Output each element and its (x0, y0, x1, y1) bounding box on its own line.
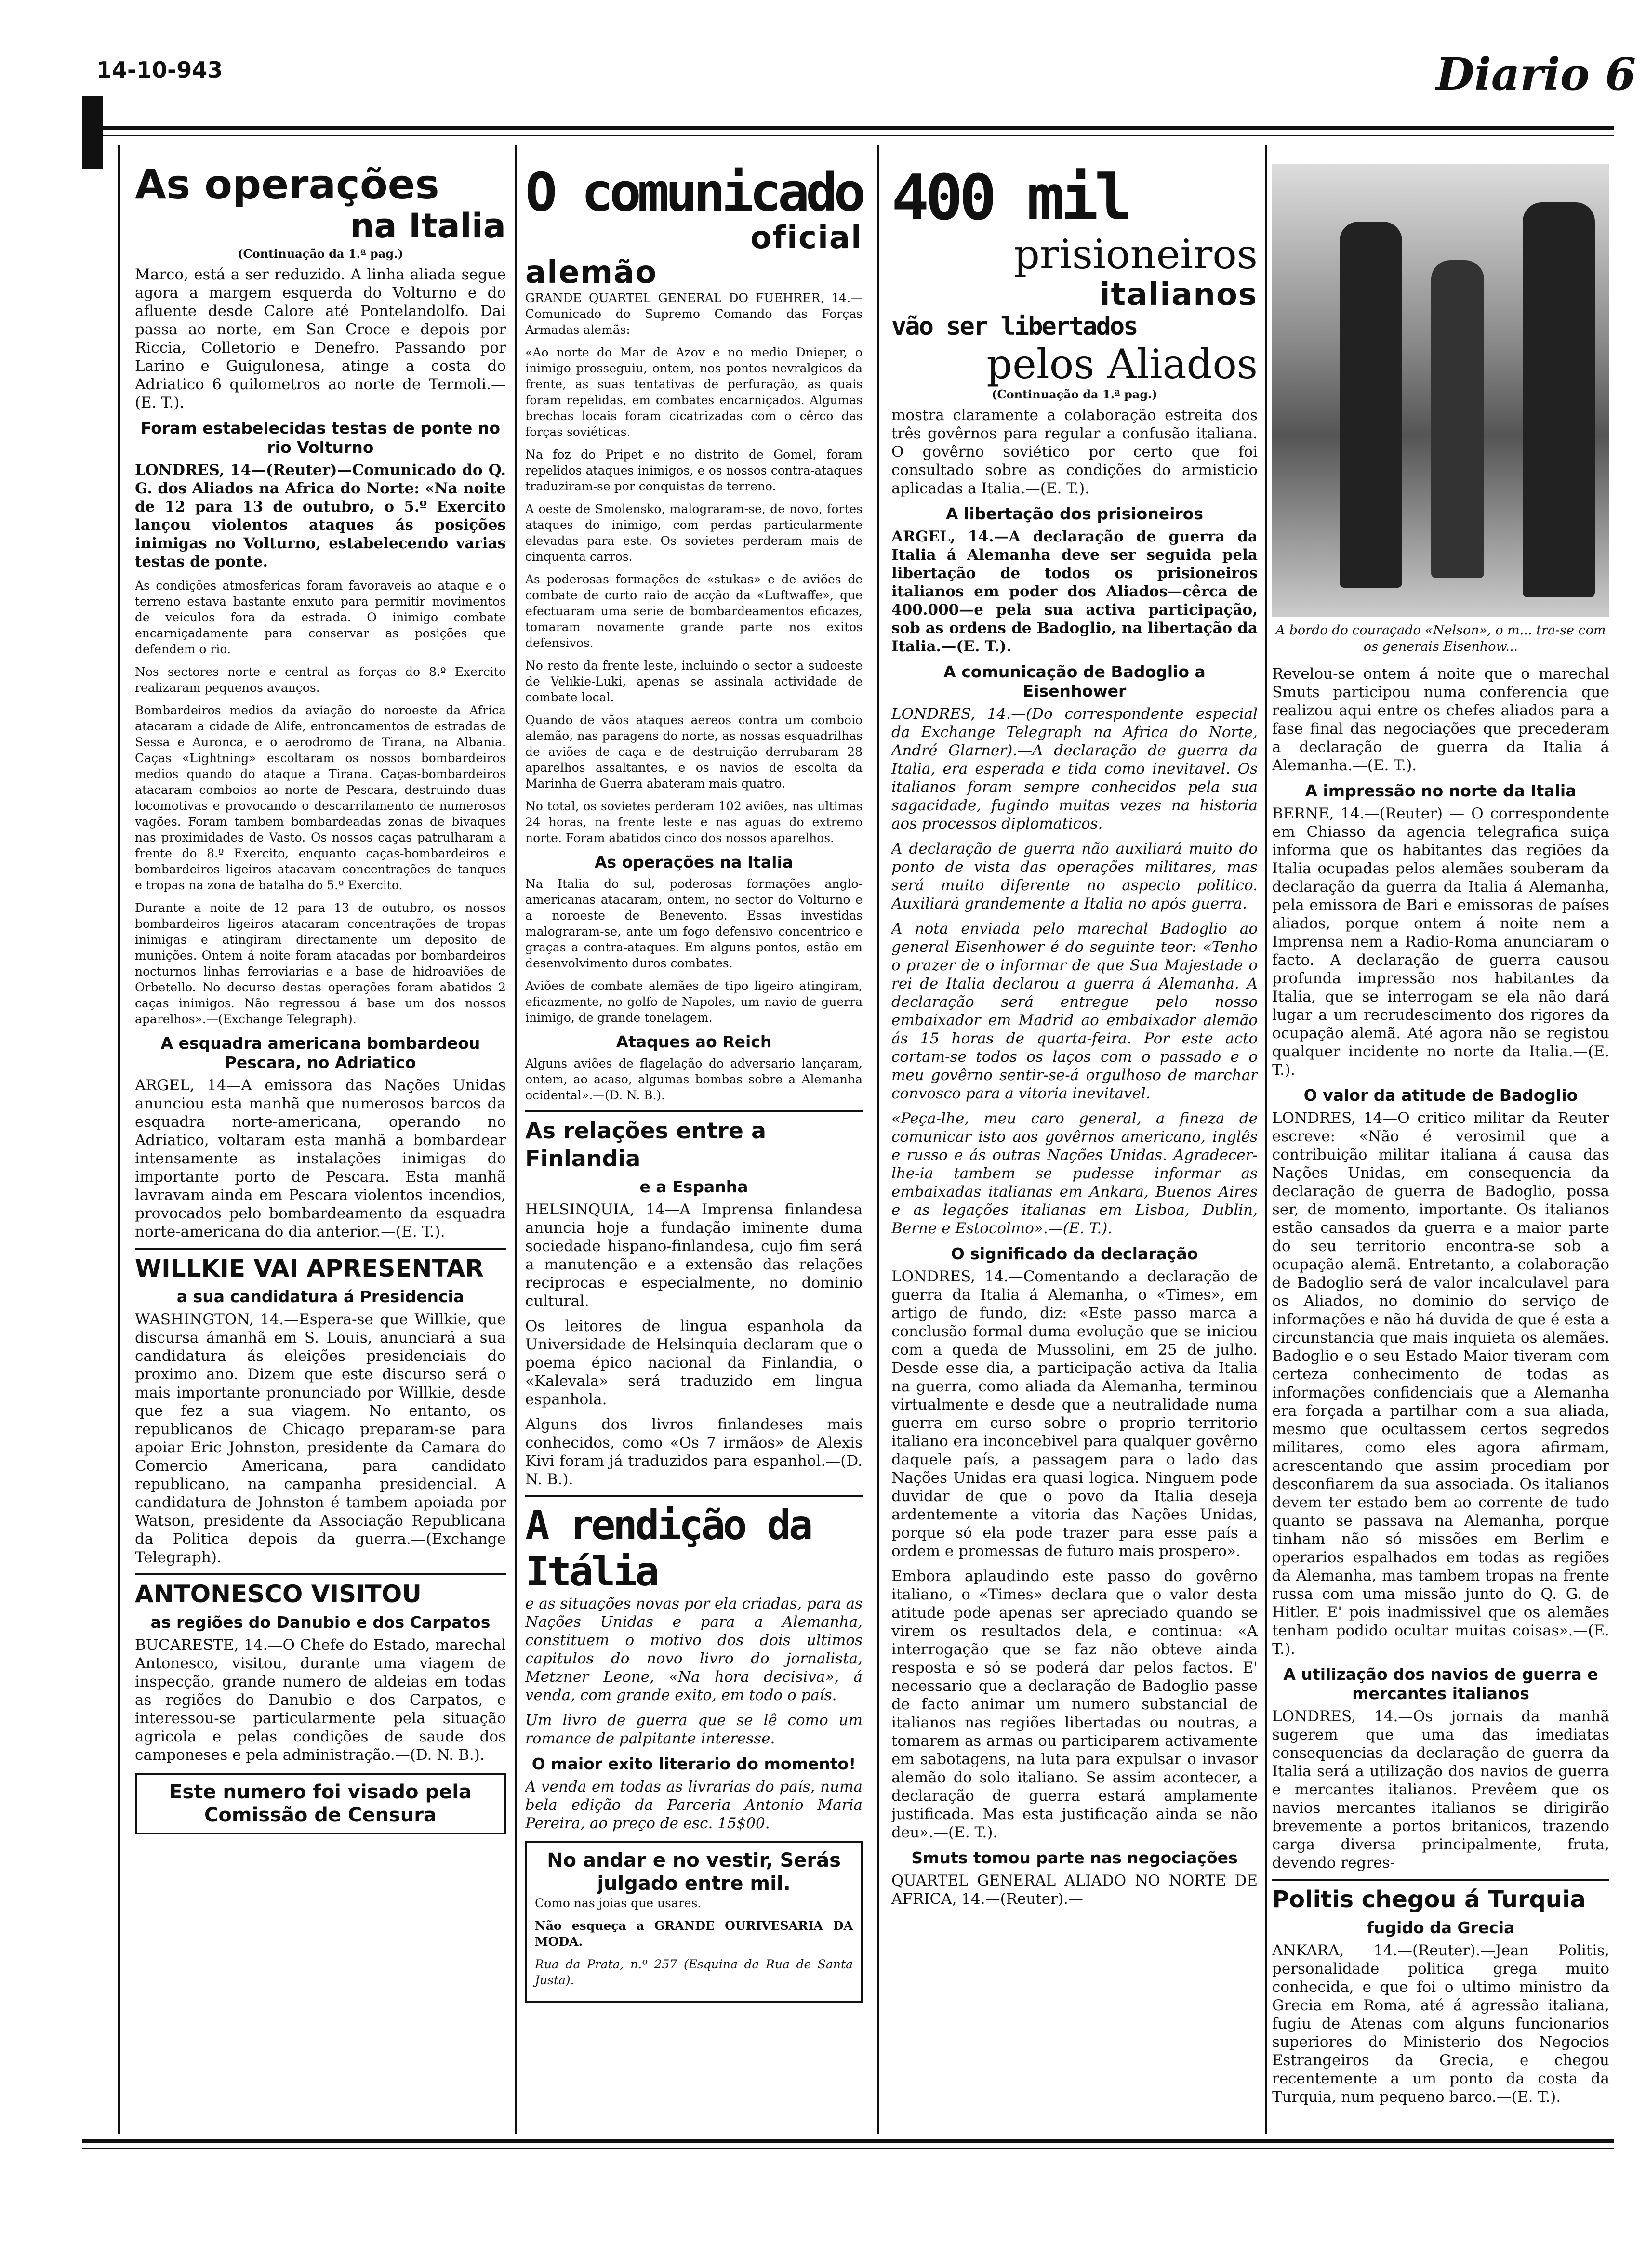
paragraph: Quando de vãos ataques aereos contra um comboio alemão, nas paragens do norte, as nossas esquadrilhas de aviões de caça e de destruição derrubaram 28 aparelhos assaltantes, e os navios de escolta da Marinha de Guerra abateram mais quatro. (525, 713, 863, 791)
headline-communique-2: oficial (750, 220, 863, 256)
subheading: O significado da declaração (951, 1244, 1198, 1263)
ad-text: Não esqueça a GRANDE OURIVESARIA DA MODA. (535, 1919, 853, 1949)
photo-figure (1340, 222, 1402, 588)
photo-figure (1523, 202, 1595, 597)
ad-headline: No andar e no vestir, Serás julgado entre mil. (547, 1849, 841, 1895)
paragraph: GRANDE QUARTEL GENERAL DO FUEHRER, 14.—Comunicado do Supremo Comando das Forças Armadas alemãs: (525, 291, 863, 337)
paragraph: Os leitores de lingua espanhola da Universidade de Helsinquia declaram que o poema épico nacional da Finlandia, o «Kalevala» será traduzido em lingua espanhola. (525, 1318, 863, 1408)
column-3 (891, 164, 1258, 2124)
paragraph: ANKARA, 14.—(Reuter).—Jean Politis, personalidade politica grega muito conhecida, e que foi o ultimo ministro da Grecia em Roma, até á agressão italiana, fugiu de Atenas com alguns funcionarios superiores do Ministerio dos Negocios Estrangeiros da Grecia, e chegou recentemente a um ponto da costa da Turquia, num pequeno barco.—(E. T.). (1272, 1942, 1609, 2106)
subheading: A utilização dos navios de guerra e mercantes italianos (1283, 1665, 1598, 1703)
subheading: O maior exito literario do momento! (531, 1754, 856, 1773)
column-4 (1272, 164, 1609, 2124)
subheading: e a Espanha (639, 1177, 748, 1196)
subheading: Ataques ao Reich (616, 1032, 772, 1051)
paragraph: «Ao norte do Mar de Azov e no medio Dnieper, o inimigo prosseguiu, ontem, nos pontos nevralgicos da frente, as suas tentativas de perfuração, as quais foram repelidas, em combates encarniçados. Algumas brechas locais foram cicatrizadas com o cêrco das forças soviéticas. (525, 345, 863, 439)
headline-antonesco: ANTONESCO VISITOU (135, 1580, 422, 1608)
subheading: O valor da atitude de Badoglio (1303, 1086, 1578, 1105)
paragraph: No total, os sovietes perderam 102 aviões, nas ultimas 24 horas, na frente leste e nas aguas do extremo norte. Foram abatidos cinco dos nossos aparelhos. (525, 799, 863, 845)
censorship-notice (135, 1773, 506, 1834)
col-divider-2 (877, 145, 879, 2134)
paragraph: Nos sectores norte e central as forças do 8.º Exercito realizaram pequenos avanços. (135, 665, 506, 695)
paragraph: ARGEL, 14.—A declaração de guerra da Italia á Alemanha deve ser seguida pela libertação de todos os prisioneiros italianos em poder dos Aliados—cêrca de 400.000—e pela sua activa participação, sob as ordens de Badoglio, na libertação da Italia.—(E. T.). (891, 528, 1258, 655)
headline-allies: pelos Aliados (986, 341, 1258, 388)
subheading: A impressão no norte da Italia (1305, 781, 1577, 800)
paragraph: BUCARESTE, 14.—O Chefe do Estado, marechal Antonesco, visitou, durante uma viagem de inspecção, grande numero de aldeias em todas as regiões do Danubio e dos Carpatos, e interessou-se particularmente pela situação agricola e pelas condições de saude dos camponeses e pela administração.—(D. N. B.). (135, 1636, 506, 1764)
headline-operations: As operações (135, 164, 439, 208)
newspaper-name: Diario 6 (1436, 48, 1636, 100)
paragraph: Alguns aviões de flagelação do adversario lançaram, ontem, ao acaso, algumas bombas sobre a Alemanha ocidental».—(D. N. B.). (525, 1056, 863, 1102)
page-date: 14-10-943 (96, 57, 223, 83)
paragraph: Na Italia do sul, poderosas formações anglo-americanas atacaram, ontem, no sector do Volturno e a noroeste de Benevento. Essas investidas malograram-se, ante um fogo defensivo concentrico e graças a contra-ataques. Em alguns pontos, estão em desenvolvimento duros combates. (525, 877, 863, 970)
paragraph: WASHINGTON, 14.—Espera-se que Willkie, que discursa ámanhã em S. Louis, anunciará a sua candidatura ás eleições presidenciais do proximo ano. Dizem que este discurso será o mais importante pronunciado por Willkie, desde que fez a sua viagem. No entanto, os republicanos de Chicago preparam-se para apoiar Eric Johnston, presidente da Camara do Comercio Americana, para candidato republicano, na campanha presidencial. A candidatura de Johnston é tambem apoiada por Watson, presidente da Associação Republicana da Politica depois da guerra.—(Exchange Telegraph). (135, 1311, 506, 1566)
column-1 (135, 164, 506, 2124)
photo-figure (1431, 260, 1484, 578)
photo-caption: A bordo do couraçado «Nelson», o m... tra-se com os generais Eisenhow... (1275, 623, 1606, 654)
paragraph: Marco, está a ser reduzido. A linha aliada segue agora a margem esquerda do Volturno e do afluente desde Calore até Pontelandolfo. Dai passa ao norte, em San Croce e depois por Riccia, Colletorio e Denefro. Passando por Larino e Guigulonesa, atinge a costa do Adriatico 6 quilometros ao norte de Termoli.—(E. T.). (135, 266, 506, 411)
paragraph: LONDRES, 14—(Reuter)—Comunicado do Q. G. dos Aliados na Africa do Norte: «Na noite de 12 para 13 de outubro, o 5.º Exercito lançou violentos ataques ás posições inimigas no Volturno, estabelecendo varias testas de ponte. (135, 462, 506, 570)
headline-politis: Politis chegou á Turquia (1272, 1886, 1586, 1913)
subheading: fugido da Grecia (1367, 1918, 1515, 1937)
paragraph: As condições atmosfericas foram favoraveis ao ataque e o terreno estava bastante enxuto para permitir movimentos de veiculos fora da estrada. O inimigo combate encarniçadamente para conservar as posições que defendem o rio. (135, 579, 506, 656)
paragraph: Embora aplaudindo este passo do govêrno italiano, o «Times» declara que o valor desta atitude pode apenas ser apreciado quando se virem os resultados dela, e continua: «A interrogação que se faz não obteve ainda resposta e só se poderá dar pelos factos. E' necessario que a declaração de Badoglio passe de facto animar um numero substancial de italianos nas regiões libertadas ou noutras, a tomarem as armas ou participarem activamente em sabotagens, na luta para expulsar o invasor alemão do solo italiano. Se assim acontecer, a declaração de guerra estará amplamente justificada. Mas esta justificação ainda se não deu».—(E. T.). (891, 1568, 1258, 1841)
left-border (118, 145, 120, 2134)
subheading: A comunicação de Badoglio a Eisenhower (943, 662, 1206, 700)
col-divider-1 (515, 145, 517, 2134)
top-rule (82, 126, 1614, 130)
paragraph: «Peça-lhe, meu caro general, a fineza de comunicar isto aos govêrnos americano, inglês e russo e ás outras Nações Unidas. Agradecer-lhe-ia tambem se pudesse informar as embaixadas italianas em Ankara, Buenos Aires e as legações italianas em Lisboa, Dublin, Berne e Estocolmo».—(E. T.). (891, 1110, 1258, 1237)
headline-surrender: A rendição da Itália (525, 1502, 811, 1595)
paragraph: HELSINQUIA, 14—A Imprensa finlandesa anuncia hoje a fundação iminente duma sociedade hispano-finlandesa, cujo fim será a manutenção e a extensão das relações reciprocas e especialmente, no dominio cultural. (525, 1201, 863, 1310)
paragraph: mostra claramente a colaboração estreita dos três govêrnos para regular a confusão italiana. O govêrno soviético por certo que foi consultado sobre as condições do armisticio aplicadas a Italia.—(E. T.). (891, 407, 1258, 497)
continuation-note: (Continuação da 1.ª pag.) (238, 247, 403, 261)
paragraph: A oeste de Smolensko, malograram-se, de novo, fortes ataques do inimigo, com perdas particularmente elevadas para este. Os sovietes perderam mais de cinquenta carros. (525, 502, 863, 564)
headline-finland: As relações entre a Finlandia (525, 1118, 767, 1172)
headline-400k: 400 mil (891, 164, 1128, 234)
subheading: Foram estabelecidas testas de ponte no rio Volturno (140, 419, 500, 457)
headline-willkie: WILLKIE VAI APRESENTAR (135, 1254, 484, 1282)
subheading: as regiões do Danubio e dos Carpatos (150, 1613, 491, 1632)
paragraph: A venda em todas as livrarias do país, numa bela edição da Parceria Antonio Maria Pereira, ao preço de esc. 15$00. (525, 1778, 863, 1832)
paragraph: LONDRES, 14.—Comentando a declaração de guerra da Italia á Alemanha, o «Times», em artigo de fundo, diz: «Este passo marca a conclusão formal duma evolução que se iniciou com a queda de Mussolini, em 25 de julho. Desde esse dia, a participação activa da Italia na guerra, como aliada da Alemanha, terminou virtualmente e desde que a neutralidade numa guerra em curso sobre o proprio territorio italiano era inconcebivel para qualquer govêrno daquele país, a passagem para o lado das Nações Unidas era quasi logica. Ninguem pode duvidar de que o povo da Italia deseja ardentemente a vitoria das Nações Unidas, porque só ela pode trazer para esse país a ordem e promessas de futuro mais prospero». (891, 1268, 1258, 1560)
headline-communique-3: alemão (525, 255, 658, 290)
subheading: A esquadra americana bombardeou Pescara, no Adriatico (160, 1034, 480, 1072)
jewelry-ad (525, 1841, 863, 2003)
column-2 (525, 164, 863, 2124)
paragraph: QUARTEL GENERAL ALIADO NO NORTE DE AFRICA, 14.—(Reuter).— (891, 1872, 1258, 1908)
paragraph: Um livro de guerra que se lê como um romance de palpitante interesse. (525, 1712, 863, 1747)
left-bar-block (82, 96, 103, 169)
top-rule-thin (82, 135, 1614, 136)
subheading: a sua candidatura á Presidencia (176, 1287, 465, 1306)
paragraph: Aviões de combate alemães de tipo ligeiro atingiram, eficazmente, no golfo de Napoles, um navio de guerra inimigo, de grande tonelagem. (525, 979, 863, 1025)
paragraph: Revelou-se ontem á noite que o marechal Smuts participou numa conferencia que realizou aqui entre os chefes aliados para a fase final das negociações que precederam a declaração de guerra da Italia á Alemanha.—(E. T.). (1272, 665, 1609, 774)
paragraph: LONDRES, 14.—Os jornais da manhã sugerem que uma das imediatas consequencias da declaração de guerra da Italia será a utilização dos navios de guerra e mercantes italianos. Prevêem que os navios mercantes italianos se dirigirão brevemente a portos britanicos, trazendo carga diversa principalmente, fruta, devendo regres- (1272, 1708, 1609, 1872)
paragraph: A nota enviada pelo marechal Badoglio ao general Eisenhower é do seguinte teor: «Tenho o prazer de o informar de que Sua Majestade o rei de Italia declarou a guerra á Alemanha. A declaração será entregue pelo nosso embaixador em Madrid ao embaixador alemão ás 15 horas de quarta-feira. Por este acto cortam-se todos os laços com o passado e o meu govêrno sentir-se-á orgulhoso de marchar convosco para a vitoria inevitavel. (891, 920, 1258, 1102)
subheading: As operações na Italia (594, 853, 794, 871)
headline-freed: vão ser libertados (891, 312, 1137, 341)
continuation-note: (Continuação da 1.ª pag.) (992, 387, 1157, 401)
headline-communique: O comunicado (525, 164, 862, 223)
paragraph: A declaração de guerra não auxiliará muito do ponto de vista das operações militares, mas será muito diferente no aspecto politico. Auxiliará grandemente a Italia no após guerra. (891, 840, 1258, 912)
headline-prisoners: prisioneiros (1014, 231, 1258, 278)
news-photo (1272, 164, 1609, 617)
subheading: A libertação dos prisioneiros (946, 504, 1203, 523)
paragraph: e as situações novas por ela criadas, para as Nações Unidas e para a Alemanha, constituem o motivo dos dois ultimos capitulos do novo livro do jornalista, Metzner Leone, «Na hora decisiva», á venda, com grande exito, em todo o país. (525, 1595, 863, 1704)
paragraph: Durante a noite de 12 para 13 de outubro, os nossos bombardeiros ligeiros atacaram concentrações de tropas inimigas e atingiram directamente um deposito de munições. Ontem á noite foram atacadas por bombardeiros nocturnos linhas ferroviarias e a base de hidroaviões de Orbetello. No decurso destas operações foram abatidos 2 caças inimigos. Não regressou á base um dos nossos aparelhos».—(Exchange Telegraph). (135, 901, 506, 1026)
paragraph: Alguns dos livros finlandeses mais conhecidos, como «Os 7 irmãos» de Alexis Kivi foram já traduzidos para espanhol.—(D. N. B.). (525, 1416, 863, 1488)
subheading: Smuts tomou parte nas negociações (911, 1848, 1238, 1867)
paragraph: ARGEL, 14—A emissora das Nações Unidas anunciou esta manhã que numerosos barcos da esquadra norte-americana, operando no Adriatico, voltaram esta manhã a bombardear intensamente as instalações inimigas do importante porto de Pescara. Esta manhã lavravam ainda em Pescara violentos incendios, provocados pelo bombardeamento da esquadra norte-americana do dia anterior.—(E. T.). (135, 1077, 506, 1240)
col-divider-3 (1265, 145, 1267, 2134)
headline-operations-2: na Italia (350, 206, 506, 246)
bottom-rule (82, 2139, 1614, 2143)
paragraph: BERNE, 14.—(Reuter) — O correspondente em Chiasso da agencia telegrafica suiça informa que os habitantes das regiões da Italia ocupadas pelos alemães souberam da declaração da guerra da Italia á Alemanha, pela emissora de Bari e emissoras de países aliados, porque ontem á noite nem a Imprensa nem a Radio-Roma anunciaram o facto. A declaração de guerra causou profunda impressão nos habitantes da Italia, que se interrogam se ela não dará lugar a um recrudescimento dos rigores da ocupação alemã. Até agora não se registou qualquer incidente no norte da Italia.—(E. T.). (1272, 805, 1609, 1079)
paragraph: Bombardeiros medios da aviação do noroeste da Africa atacaram a cidade de Alife, entroncamentos de estradas de Sessa e Auronca, e o aerodromo de Tirana, na Albania. Caças «Lightning» escoltaram os nossos bombardeiros medios quando do ataque a Tirana. Caças-bombardeiros atacaram comboios ao norte de Pescara, destruindo duas locomotivas e provocando o descarrilamento de numerosos vagões. Foram tambem bombardeadas zonas de bivaques nas proximidades de Vasto. Os nossos caças patrulharam a frente do 8.º Exercito, enquanto caças-bombardeiros e bombardeiros ligeiros atacavam concentrações de tanques e tropas na zona de batalha do 5.º Exercito. (135, 703, 506, 892)
paragraph: Na foz do Pripet e no distrito de Gomel, foram repelidos ataques inimigos, e os nossos contra-ataques traduziram-se por conquistas de terreno. (525, 448, 863, 493)
paragraph: No resto da frente leste, incluindo o sector a sudoeste de Velikie-Luki, apenas se assinala actividade de combate local. (525, 659, 863, 704)
ad-address: Rua da Prata, n.º 257 (Esquina da Rua de Santa Justa). (535, 1957, 853, 1987)
paragraph: LONDRES, 14—O critico militar da Reuter escreve: «Não é verosimil que a contribuição militar italiana á causa das Nações Unidas, em consequencia da declaração de guerra de Badoglio, possa ser, de momento, importante. Os italianos estão cansados da guerra e a maior parte do seu territorio encontra-se sob a ocupação alemã. Entretanto, a colaboração de Badoglio será de valor incalculavel para os Aliados, no dominio do serviço de informações e não há duvida de que é esta a circunstancia que mais inquieta os alemães. Badoglio e o seu Estado Maior tiveram com certeza conhecimento de todas as informações confidenciais que a Alemanha era forçada a partilhar com a sua aliada, mesmo que ocultassem certos segredos militares, como eles agora afirmam, acrescentando que assim procediam por desconfiarem da sua associada. Os italianos devem ter estado bem ao corrente de tudo quanto se passava na Alemanha, porque tinham não só missões em Berlim e operarios espalhados em todas as regiões da Alemanha, mas tambem tropas na frente russa com uma missão junto do Q. G. de Hitler. E' pois inadmissivel que os alemães tenham podido ocultar muitas coisas».—(E. T.). (1272, 1109, 1609, 1658)
bottom-rule-thin (82, 2148, 1614, 2149)
censorship-text: Este numero foi visado pela Comissão de Censura (169, 1781, 472, 1826)
headline-italians: italianos (1099, 277, 1258, 313)
paragraph: As poderosas formações de «stukas» e de aviões de combate de curto raio de acção da «Luftwaffe», que efectuaram uma serie de bombardeamentos eficazes, tomaram novamente grande parte nos exitos defensivos. (525, 572, 863, 650)
paragraph: LONDRES, 14.—(Do correspondente especial da Exchange Telegraph na Africa do Norte, André Glarner).—A declaração de guerra da Italia, era esperada e tida como inevitavel. Os italianos foram sempre conhecidos pela sua sagacidade, fugindo muitas vezes na historia aos processos diplomaticos. (891, 705, 1258, 832)
ad-text: Como nas joias que usares. (535, 1896, 702, 1910)
